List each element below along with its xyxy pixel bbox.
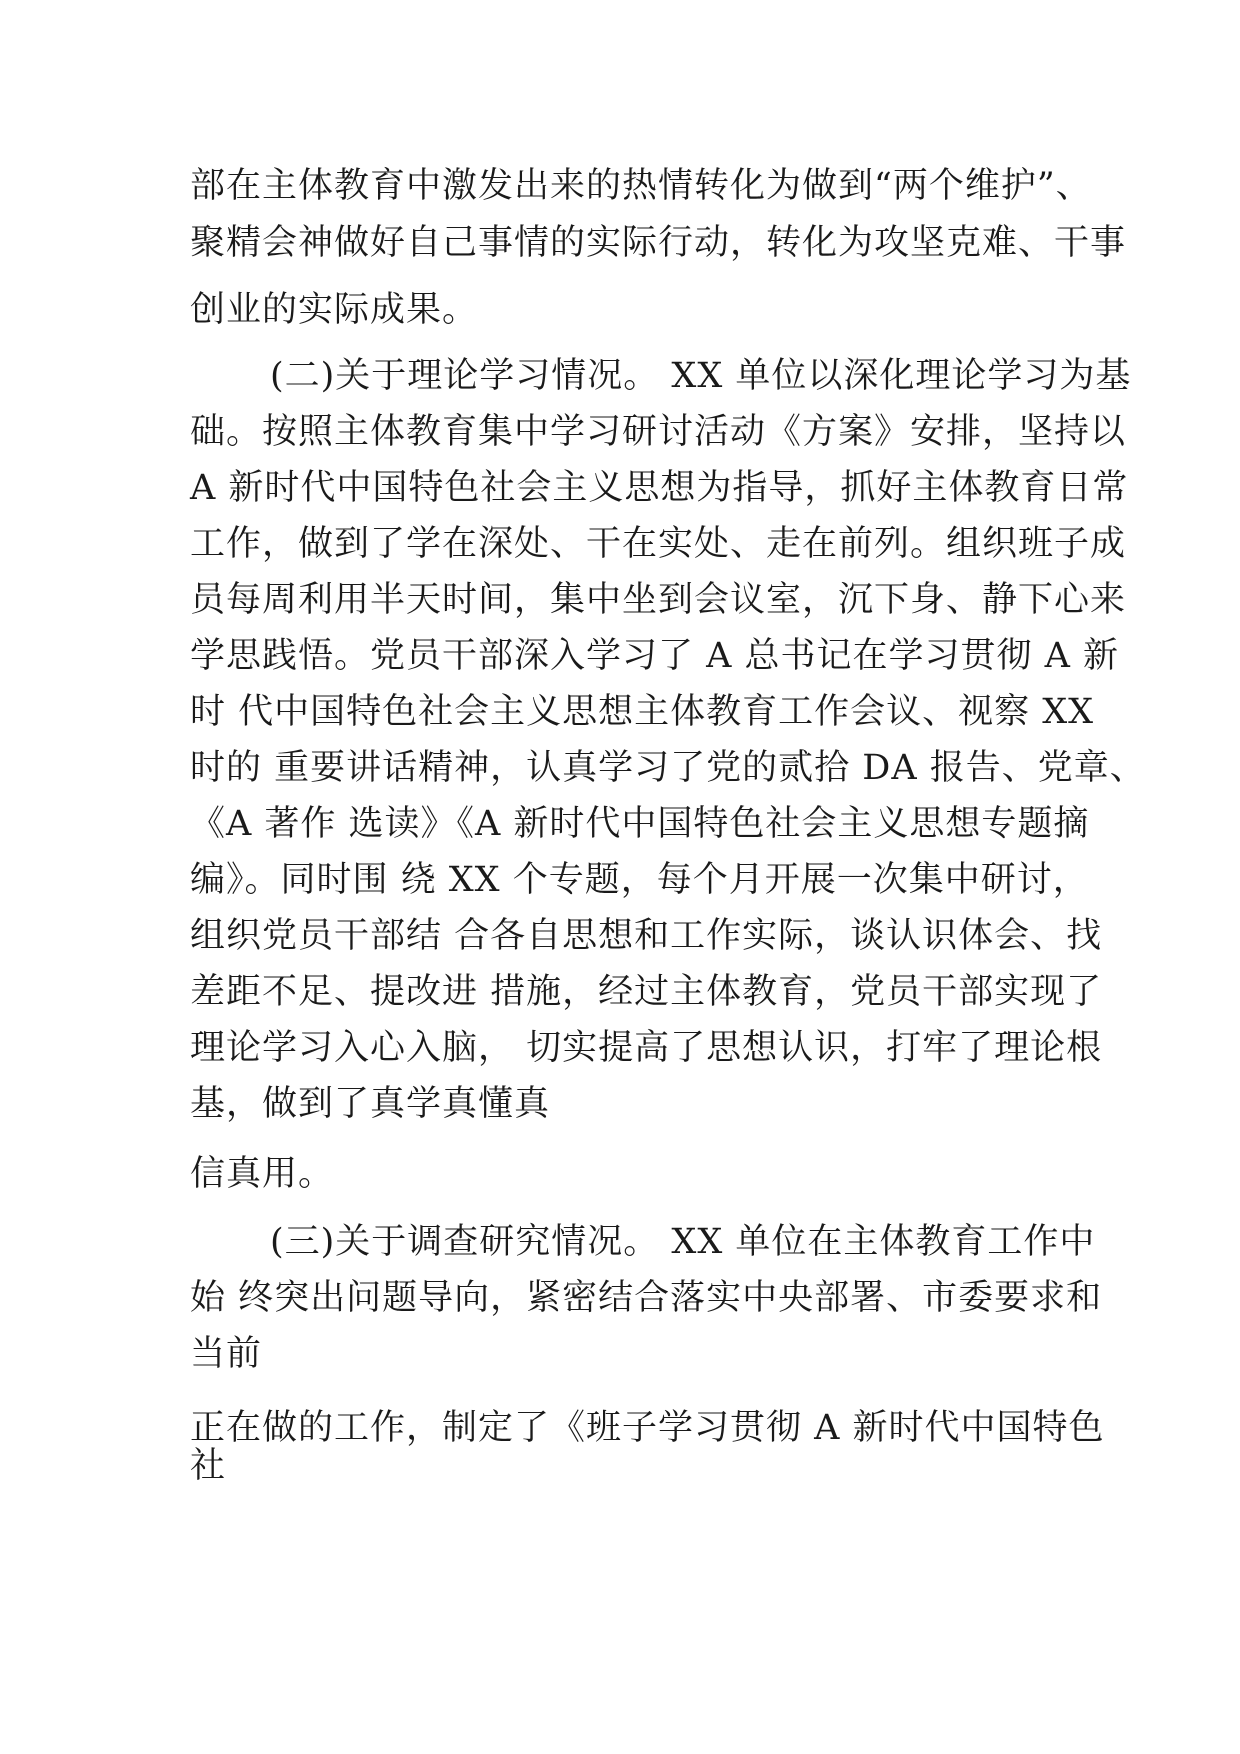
text-line: 聚精会神做好自己事情的实际行动，转化为攻坚克难、干事	[190, 223, 1127, 263]
text-line: 基，做到了真学真懂真	[190, 1084, 551, 1124]
text-line: 差距不足、提改进 措施，经过主体教育，党员干部实现了	[190, 972, 1103, 1012]
text-line: 社	[190, 1446, 227, 1486]
text-line: 时的 重要讲话精神，认真学习了党的贰拾 DA 报告、党章、	[190, 748, 1146, 788]
text-line: 正在做的工作，制定了《班子学习贯彻 A 新时代中国特色	[190, 1408, 1105, 1448]
section-heading-line: (二)关于理论学习情况。 XX 单位以深化理论学习为基	[270, 356, 1132, 396]
text-line: 信真用。	[190, 1154, 335, 1194]
text-line: 组织党员干部结 合各自思想和工作实际，谈认识体会、找	[190, 916, 1103, 956]
text-line: A 新时代中国特色社会主义思想为指导，抓好主体教育日常	[190, 468, 1129, 508]
text-line: 部在主体教育中激发出来的热情转化为做到“两个维护”、	[190, 166, 1092, 206]
text-line: 当前	[190, 1334, 263, 1374]
text-line: 理论学习入心入脑， 切实提高了思想认识，打牢了理论根	[190, 1028, 1103, 1068]
text-line: 《A 著作 选读》《A 新时代中国特色社会主义思想专题摘	[190, 804, 1090, 844]
section-heading-line: (三)关于调查研究情况。 XX 单位在主体教育工作中	[270, 1222, 1096, 1262]
text-line: 始 终突出问题导向，紧密结合落实中央部署、市委要求和	[190, 1278, 1103, 1318]
text-line: 创业的实际成果。	[190, 290, 479, 330]
text-line: 学思践悟。党员干部深入学习了 A 总书记在学习贯彻 A 新	[190, 636, 1120, 676]
text-line: 础。按照主体教育集中学习研讨活动《方案》安排，坚持以	[190, 412, 1127, 452]
text-line: 工作，做到了学在深处、干在实处、走在前列。组织班子成	[190, 524, 1127, 564]
text-line: 编》。同时围 绕 XX 个专题，每个月开展一次集中研讨，	[190, 860, 1089, 900]
text-line: 时 代中国特色社会主义思想主体教育工作会议、视察 XX	[190, 692, 1095, 732]
text-line: 员每周利用半天时间，集中坐到会议室，沉下身、静下心来	[190, 580, 1127, 620]
